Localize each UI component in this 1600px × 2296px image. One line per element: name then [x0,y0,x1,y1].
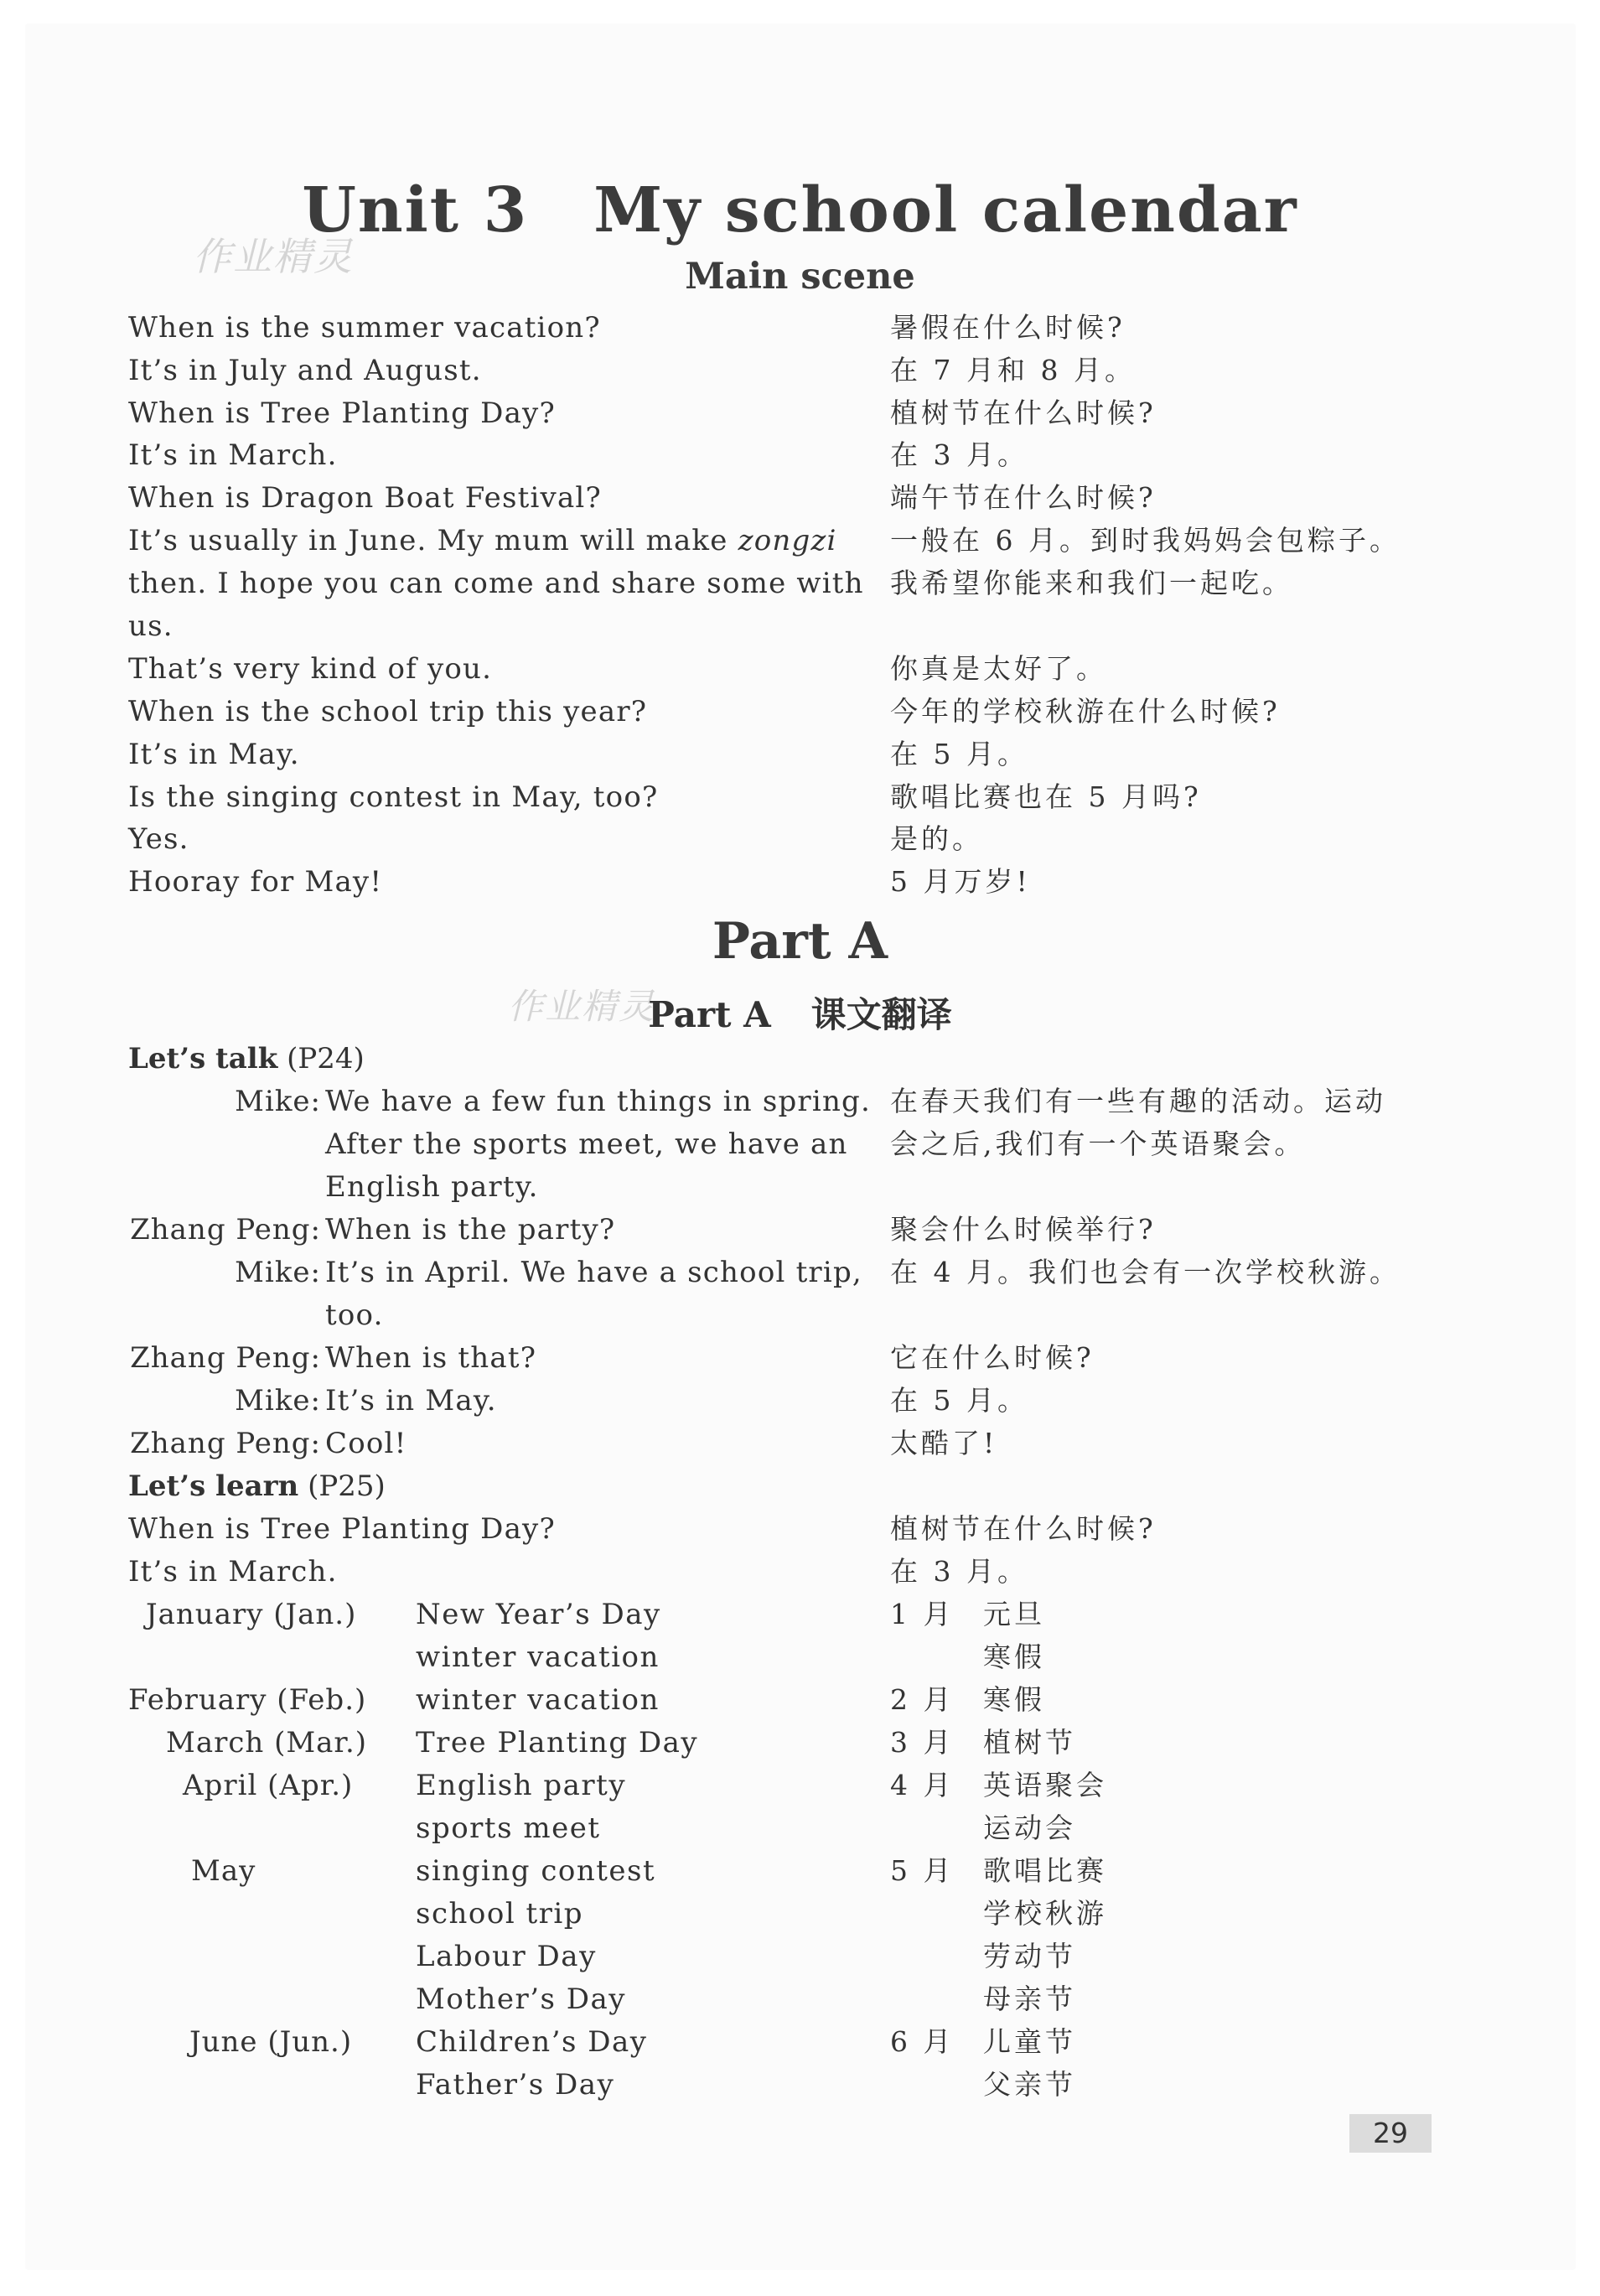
lets-learn-intro-en: It’s in March. [128,1555,338,1589]
calendar-cn-month: 4 月 [890,1769,955,1801]
main-scene-cn: 端午节在什么时候? [890,481,1157,514]
calendar-cn-event: 植树节 [983,1726,1076,1759]
main-scene-cn: 一般在 6 月。到时我妈妈会包粽子。 [890,524,1401,557]
part-a-subheading-part: Part A [648,994,771,1035]
calendar-event: school trip [416,1897,584,1931]
calendar-event: winter vacation [416,1683,660,1717]
calendar-event: Children’s Day [416,2025,648,2059]
calendar-event: winter vacation [416,1640,660,1674]
dialogue-speaker: Mike: [235,1384,321,1418]
dialogue-en: English party. [325,1170,539,1204]
calendar-cn-month: 2 月 [890,1683,955,1716]
main-scene-en: When is the summer vacation? [128,311,601,345]
calendar-event: Mother’s Day [416,1982,627,2016]
calendar-month: June (Jun.) [189,2025,353,2059]
dialogue-en: too. [325,1298,384,1332]
dialogue-en: We have a few fun things in spring. [325,1085,872,1118]
dialogue-cn: 聚会什么时候举行? [890,1213,1157,1246]
calendar-month: March (Mar.) [166,1726,368,1760]
main-scene-cn: 5 月万岁! [890,865,1031,898]
main-scene-en: then. I hope you can come and share some with [128,567,864,600]
dialogue-speaker: Mike: [235,1256,321,1289]
calendar-cn-event: 歌唱比赛 [983,1854,1107,1887]
lets-learn-intro-cn: 在 3 月。 [890,1555,1028,1588]
calendar-event: English party [416,1769,627,1802]
page-number: 29 [1349,2114,1432,2153]
main-scene-en: It’s in July and August. [128,354,482,387]
part-a-subheading-cn: 课文翻译 [810,994,952,1035]
lets-talk-page: (P24) [287,1042,365,1075]
dialogue-cn: 在 4 月。我们也会有一次学校秋游。 [890,1256,1401,1288]
main-scene-cn: 歌唱比赛也在 5 月吗? [890,780,1202,813]
calendar-cn-event: 父亲节 [983,2068,1076,2101]
main-scene-cn: 你真是太好了。 [890,652,1107,685]
main-scene-en: Hooray for May! [128,865,383,899]
calendar-cn-month: 6 月 [890,2025,955,2058]
calendar-month: February (Feb.) [128,1683,367,1717]
dialogue-cn: 在 5 月。 [890,1384,1028,1417]
watermark-logo: 作业精灵 [193,234,354,279]
main-scene-en: us. [128,609,173,643]
main-scene-cn: 今年的学校秋游在什么时候? [890,695,1281,728]
lets-learn-label: Let’s learn [128,1469,299,1503]
dialogue-en: When is that? [325,1341,537,1375]
unit-title [0,174,1600,246]
calendar-cn-month: 3 月 [890,1726,955,1759]
dialogue-en: Cool! [325,1427,407,1460]
lets-talk-heading [128,1038,365,1080]
dialogue-en: It’s in May. [325,1384,497,1418]
dialogue-speaker: Zhang Peng: [130,1427,321,1460]
calendar-cn-event: 劳动节 [983,1940,1076,1972]
calendar-cn-event: 寒假 [983,1683,1045,1716]
calendar-cn-event: 运动会 [983,1811,1076,1844]
main-scene-cn: 在 5 月。 [890,738,1028,770]
dialogue-speaker: Zhang Peng: [130,1213,321,1246]
dialogue-en: When is the party? [325,1213,616,1246]
calendar-month: April (Apr.) [183,1769,354,1802]
main-scene-cn: 植树节在什么时候? [890,396,1157,429]
main-scene-en: When is Tree Planting Day? [128,396,556,430]
dialogue-en: After the sports meet, we have an [325,1127,848,1161]
calendar-cn-event: 母亲节 [983,1982,1076,2015]
lets-talk-label: Let’s talk [128,1042,278,1075]
main-scene-en: Is the singing contest in May, too? [128,780,659,814]
calendar-month: January (Jan.) [146,1598,357,1631]
calendar-cn-month: 1 月 [890,1598,955,1630]
calendar-event: Father’s Day [416,2068,615,2102]
dialogue-cn: 太酷了! [890,1427,998,1459]
dialogue-cn: 会之后,我们有一个英语聚会。 [890,1127,1306,1160]
main-scene-cn: 在 3 月。 [890,438,1028,471]
main-scene-en: That’s very kind of you. [128,652,493,686]
dialogue-en: It’s in April. We have a school trip, [325,1256,862,1289]
main-scene-en [128,520,837,562]
calendar-event: New Year’s Day [416,1598,661,1631]
part-a-heading: Part A [712,912,888,971]
calendar-cn-event: 学校秋游 [983,1897,1107,1930]
calendar-event: singing contest [416,1854,656,1888]
main-scene-en: Yes. [128,822,189,856]
lets-learn-intro-en: When is Tree Planting Day? [128,1512,556,1546]
calendar-event: sports meet [416,1811,601,1845]
main-scene-heading: Main scene [685,256,915,298]
main-scene-cn: 我希望你能来和我们一起吃。 [890,567,1293,599]
calendar-cn-event: 元旦 [983,1598,1045,1630]
calendar-month: May [191,1854,256,1888]
calendar-event: Tree Planting Day [416,1726,699,1760]
calendar-cn-event: 寒假 [983,1640,1045,1673]
dialogue-cn: 在春天我们有一些有趣的活动。运动 [890,1085,1386,1117]
main-scene-cn: 暑假在什么时候? [890,311,1126,344]
main-scene-en-italic: zongzi [738,524,837,557]
lets-learn-intro-cn: 植树节在什么时候? [890,1512,1157,1545]
dialogue-speaker: Mike: [235,1085,321,1118]
main-scene-en-text: It’s usually in June. My mum will make [128,524,738,557]
watermark-logo-2: 作业精灵 [508,986,656,1027]
main-scene-en: When is the school trip this year? [128,695,648,728]
main-scene-cn: 是的。 [890,822,983,855]
calendar-cn-event: 儿童节 [983,2025,1076,2058]
main-scene-en: It’s in March. [128,438,338,472]
dialogue-cn: 它在什么时候? [890,1341,1095,1374]
lets-learn-page: (P25) [308,1469,386,1503]
calendar-cn-event: 英语聚会 [983,1769,1107,1801]
lets-learn-heading [128,1465,386,1507]
main-scene-cn: 在 7 月和 8 月。 [890,354,1136,386]
unit-number: Unit 3 [302,174,529,246]
unit-name: My school calendar [593,174,1298,246]
main-scene-en: It’s in May. [128,738,300,771]
calendar-event: Labour Day [416,1940,597,1973]
dialogue-speaker: Zhang Peng: [130,1341,321,1375]
part-a-subheading [0,987,1600,1038]
main-scene-en: When is Dragon Boat Festival? [128,481,602,515]
calendar-cn-month: 5 月 [890,1854,955,1887]
